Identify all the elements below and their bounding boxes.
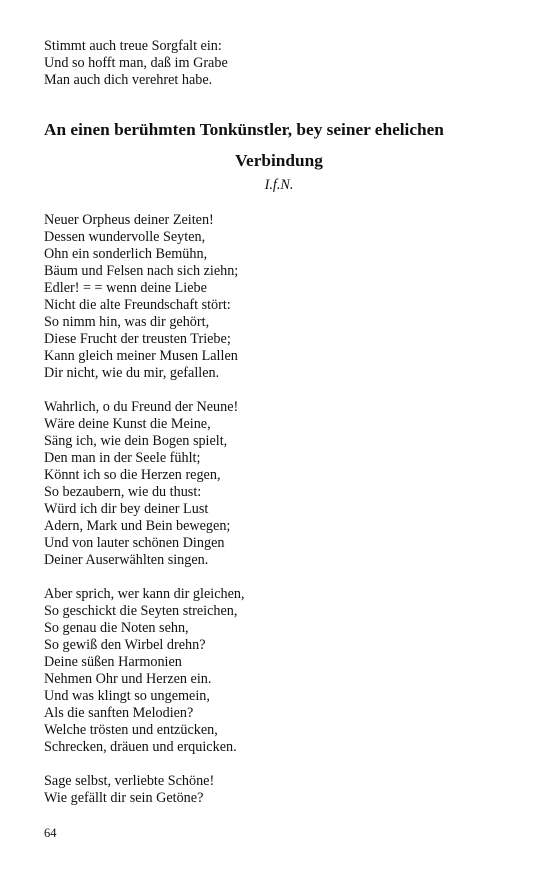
- verse-line: Deiner Auserwählten singen.: [44, 552, 209, 568]
- verse-line: Ohn ein sonderlich Bemühn,: [44, 246, 208, 262]
- verse-line: Wäre deine Kunst die Meine,: [44, 416, 211, 432]
- verse-line: Säng ich, wie dein Bogen spielt,: [44, 433, 228, 449]
- verse-line: Neuer Orpheus deiner Zeiten!: [44, 212, 214, 228]
- verse-line: Wie gefällt dir sein Getöne?: [44, 790, 204, 806]
- verse-line: Würd ich dir bey deiner Lust: [44, 501, 209, 517]
- stanza-4: [44, 773, 514, 807]
- verse-line: Als die sanften Melodien?: [44, 705, 194, 721]
- page-content: [44, 38, 514, 824]
- verse-line: Adern, Mark und Bein bewegen;: [44, 518, 231, 534]
- verse-line: Dir nicht, wie du mir, gefallen.: [44, 365, 220, 381]
- verse-line: Diese Frucht der treusten Triebe;: [44, 331, 231, 347]
- poem-heading: [44, 119, 514, 194]
- verse-line: So geschickt die Seyten streichen,: [44, 603, 238, 619]
- verse-line: Deine süßen Harmonien: [44, 654, 182, 670]
- verse-line: Nehmen Ohr und Herzen ein.: [44, 671, 212, 687]
- stanza-2: [44, 399, 514, 569]
- verse-line: Nicht die alte Freundschaft stört:: [44, 297, 231, 313]
- stanza-3: [44, 586, 514, 756]
- intro-stanza: [44, 38, 514, 89]
- verse-line: Wahrlich, o du Freund der Neune!: [44, 399, 239, 415]
- verse-line: So gewiß den Wirbel drehn?: [44, 637, 206, 653]
- verse-line: So genau die Noten sehn,: [44, 620, 189, 636]
- poem-title-line-2: Verbindung: [235, 151, 323, 170]
- verse-line: Könnt ich so die Herzen regen,: [44, 467, 221, 483]
- verse-line: Den man in der Seele fühlt;: [44, 450, 201, 466]
- verse-line: Aber sprich, wer kann dir gleichen,: [44, 586, 245, 602]
- verse-line: Stimmt auch treue Sorgfalt ein:: [44, 38, 222, 54]
- verse-line: So bezaubern, wie du thust:: [44, 484, 202, 500]
- verse-line: Und von lauter schönen Dingen: [44, 535, 225, 551]
- verse-line: So nimm hin, was dir gehört,: [44, 314, 210, 330]
- verse-line: Sage selbst, verliebte Schöne!: [44, 773, 215, 789]
- stanza-1: [44, 212, 514, 382]
- verse-line: Edler! = = wenn deine Liebe: [44, 280, 207, 296]
- page-number: 64: [44, 826, 57, 840]
- verse-line: Dessen wundervolle Seyten,: [44, 229, 206, 245]
- verse-line: Und was klingt so ungemein,: [44, 688, 210, 704]
- poem-author: I.f.N.: [264, 177, 294, 193]
- verse-line: Schrecken, dräuen und erquicken.: [44, 739, 237, 755]
- verse-line: Bäum und Felsen nach sich ziehn;: [44, 263, 239, 279]
- verse-line: Man auch dich verehret habe.: [44, 72, 213, 88]
- verse-line: Und so hofft man, daß im Grabe: [44, 55, 228, 71]
- verse-line: Kann gleich meiner Musen Lallen: [44, 348, 238, 364]
- verse-line: Welche trösten und entzücken,: [44, 722, 218, 738]
- poem-title-line-1: An einen berühmten Tonkünstler, bey seiner ehelichen: [44, 120, 444, 139]
